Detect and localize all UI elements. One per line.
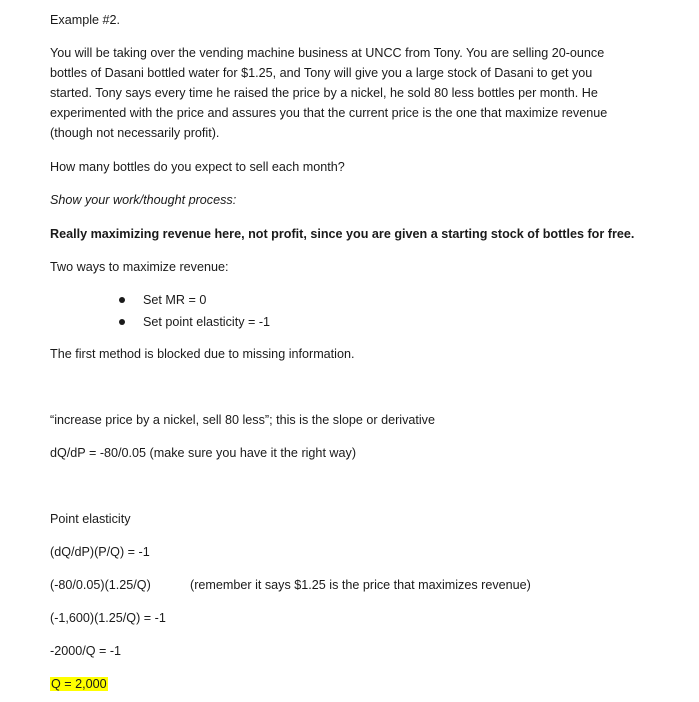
step-4: -2000/Q = -1 — [50, 644, 122, 658]
revenue-note: Really maximizing revenue here, not profit, since you are given a starting stock of bottles for free. — [50, 227, 635, 241]
problem-line: bottles of Dasani bottled water for $1.25, and Tony will give you a large stock of Dasani to get you — [50, 66, 593, 80]
slope-note: “increase price by a nickel, sell 80 less”; this is the slope or derivative — [50, 413, 435, 427]
bullet-icon — [119, 319, 125, 325]
methods-list — [116, 290, 270, 334]
two-ways-text: Two ways to maximize revenue: — [50, 260, 229, 274]
step-1: (dQ/dP)(P/Q) = -1 — [50, 545, 150, 559]
final-answer — [50, 674, 108, 694]
example-heading: Example #2. — [50, 13, 121, 27]
step-3: (-1,600)(1.25/Q) = -1 — [50, 611, 166, 625]
list-item — [116, 290, 270, 312]
list-item — [116, 312, 270, 334]
method-elasticity: Set point elasticity = -1 — [143, 315, 271, 329]
bullet-icon — [119, 297, 125, 303]
problem-line: experimented with the price and assures you that the current price is the one that maximize revenue — [50, 106, 608, 120]
answer-highlight: Q = 2,000 — [51, 677, 107, 691]
show-work-label: Show your work/thought process: — [50, 193, 237, 207]
problem-line: started. Tony says every time he raised the price by a nickel, he sold 80 less bottles per month. He — [50, 86, 598, 100]
question-text: How many bottles do you expect to sell each month? — [50, 160, 345, 174]
derivative-text: dQ/dP = -80/0.05 (make sure you have it the right way) — [50, 446, 357, 460]
step-2: (-80/0.05)(1.25/Q) — [50, 578, 151, 592]
step-2-note: (remember it says $1.25 is the price that maximizes revenue) — [190, 578, 531, 592]
problem-statement — [50, 43, 650, 143]
problem-line: You will be taking over the vending machine business at UNCC from Tony. You are selling 20-ounce — [50, 46, 605, 60]
blocked-text: The first method is blocked due to missing information. — [50, 347, 355, 361]
problem-line: (though not necessarily profit). — [50, 126, 220, 140]
method-mr: Set MR = 0 — [143, 293, 207, 307]
point-elasticity-heading: Point elasticity — [50, 512, 131, 526]
